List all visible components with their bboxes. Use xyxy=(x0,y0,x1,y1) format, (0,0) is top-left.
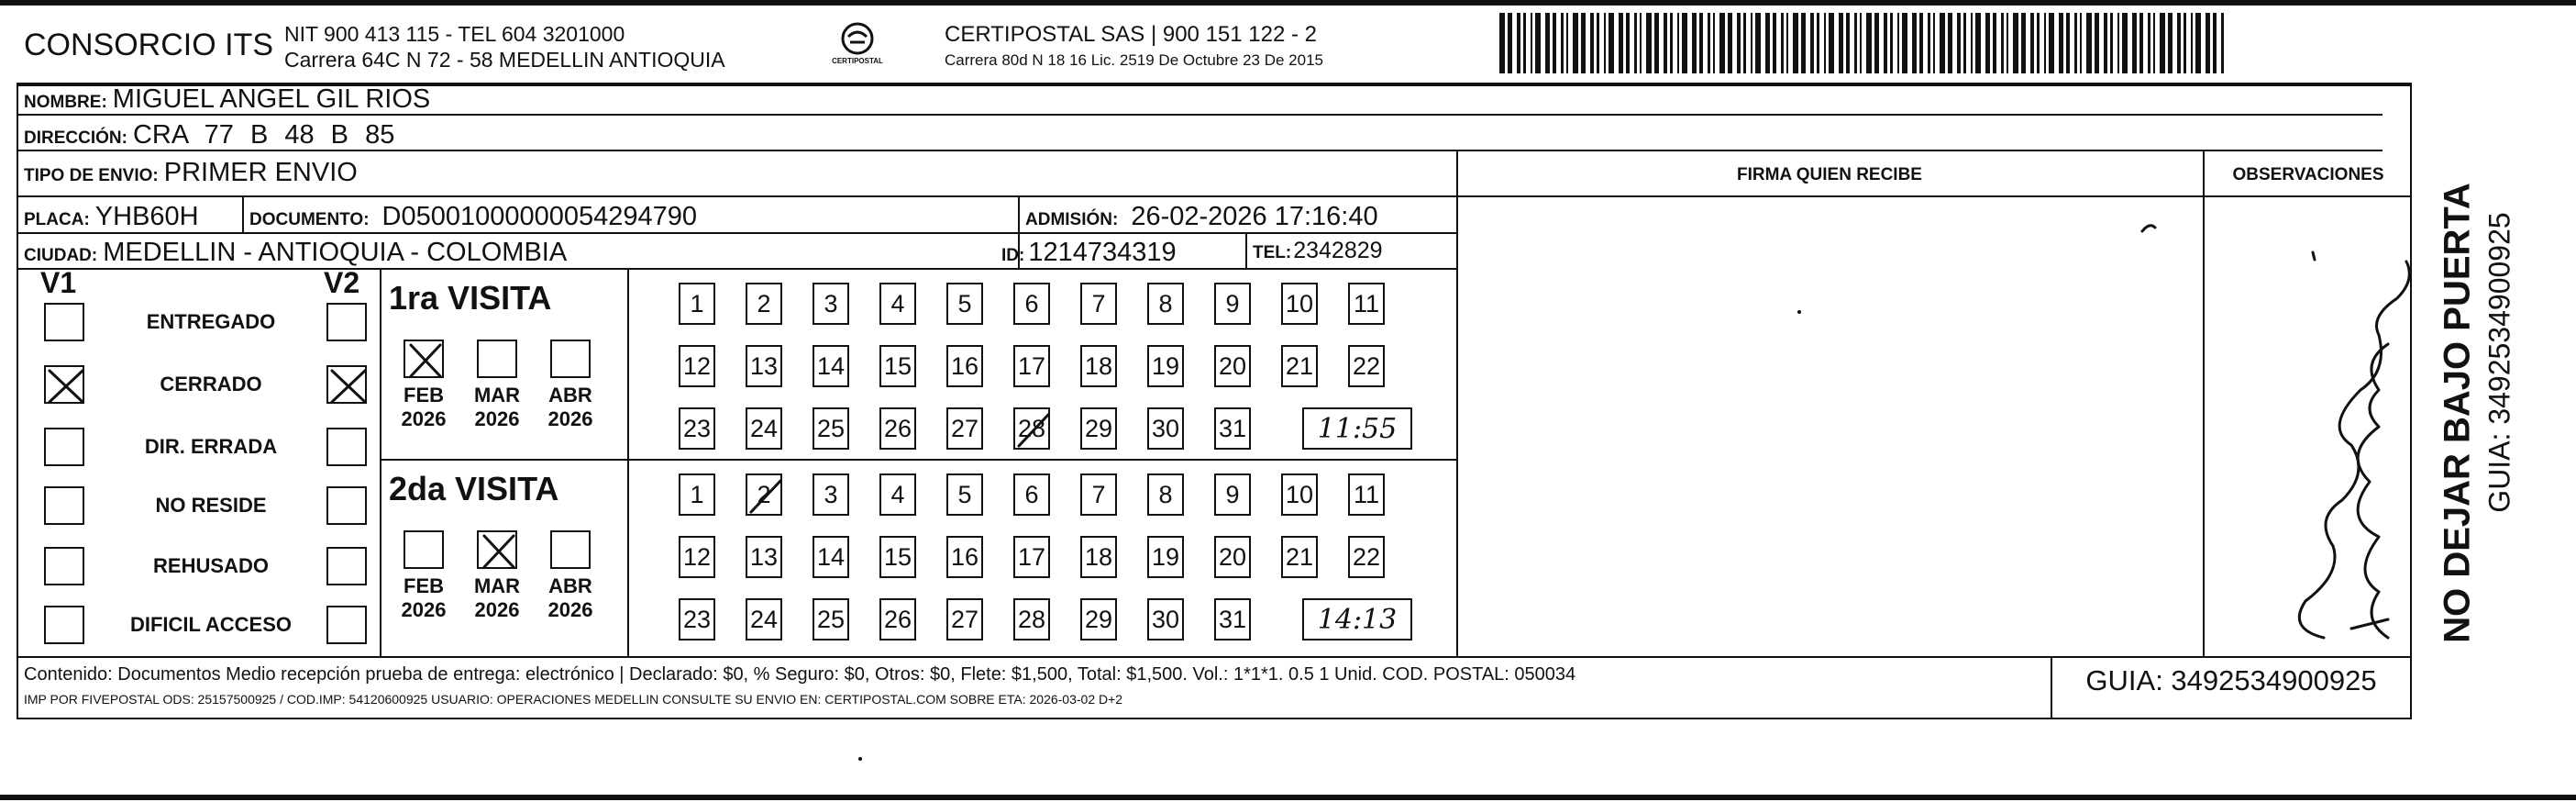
barcode-bar xyxy=(1737,13,1741,73)
day-box[interactable]: 15 xyxy=(879,345,916,387)
day-box[interactable]: 28 xyxy=(1013,598,1050,640)
day-box[interactable]: 6 xyxy=(1013,473,1050,516)
day-box[interactable]: 4 xyxy=(879,473,916,516)
barcode-bar xyxy=(1708,13,1710,73)
barcode-bar xyxy=(1561,13,1564,73)
barcode-bar xyxy=(1664,13,1667,73)
day-box[interactable]: 11 xyxy=(1348,473,1385,516)
ciudad-label: CIUDAD: xyxy=(24,246,98,265)
barcode-bar xyxy=(1846,13,1850,73)
mark-icon xyxy=(1015,409,1052,451)
barcode-bar xyxy=(1677,13,1679,73)
barcode-bar xyxy=(2044,13,2046,73)
day-box[interactable]: 1 xyxy=(679,283,715,325)
day-box[interactable]: 10 xyxy=(1281,473,1318,516)
barcode-bar xyxy=(2132,13,2137,73)
barcode-bar xyxy=(1897,13,1899,73)
status-option-label: ENTREGADO xyxy=(146,310,276,333)
barcode-bar xyxy=(2066,13,2070,73)
top-edge xyxy=(0,0,2576,6)
admision-value: 26-02-2026 17:16:40 xyxy=(1131,202,1378,231)
barcode-bar xyxy=(1993,13,1996,73)
barcode-bar xyxy=(1985,13,1990,73)
month-year: 2026 xyxy=(474,598,520,621)
status-option-label: NO RESIDE xyxy=(155,494,267,517)
day-box[interactable]: 4 xyxy=(879,283,916,325)
bottom-edge xyxy=(0,795,2576,800)
month-checkbox[interactable] xyxy=(550,340,591,378)
tipo-value: PRIMER ENVIO xyxy=(163,158,358,187)
barcode-bar xyxy=(1765,13,1770,73)
observaciones-label: OBSERVACIONES xyxy=(2232,165,2384,184)
tel-value: 2342829 xyxy=(1293,238,1383,263)
day-box[interactable]: 24 xyxy=(746,407,782,450)
month-year: 2026 xyxy=(401,598,447,621)
day-box[interactable]: 16 xyxy=(946,536,983,578)
handwritten-time: 11:55 xyxy=(1302,407,1412,450)
barcode-bar xyxy=(1590,13,1594,73)
barcode-bar xyxy=(1933,13,1935,73)
barcode-bar xyxy=(1971,13,1973,73)
barcode-bar xyxy=(1517,13,1520,73)
day-box[interactable]: 19 xyxy=(1147,345,1184,387)
day-box[interactable]: 2 xyxy=(746,283,782,325)
month-name: FEB xyxy=(404,384,444,407)
month-checkbox[interactable] xyxy=(404,340,444,378)
barcode-bar xyxy=(1619,13,1623,73)
status-checkbox-v2[interactable] xyxy=(326,606,367,644)
direccion-row xyxy=(24,120,394,150)
month-year: 2026 xyxy=(547,598,593,621)
row-divider xyxy=(17,195,2412,197)
month-checkbox[interactable] xyxy=(477,530,517,569)
barcode-bar xyxy=(2030,13,2034,73)
barcode-bar xyxy=(1545,13,1550,73)
day-box[interactable]: 27 xyxy=(946,598,983,640)
side-guia: GUIA: 3492534900925 xyxy=(2482,212,2516,513)
day-box[interactable]: 6 xyxy=(1013,283,1050,325)
company-name: CONSORCIO ITS xyxy=(24,28,274,62)
barcode-bar xyxy=(1912,13,1917,73)
day-box[interactable]: 9 xyxy=(1214,473,1251,516)
status-checkbox-v1[interactable] xyxy=(44,428,84,466)
direccion-value: CRA 77 B 48 B 85 xyxy=(132,120,395,150)
ciudad-value: MEDELLIN - ANTIOQUIA - COLOMBIA xyxy=(103,238,568,267)
day-box[interactable]: 9 xyxy=(1214,283,1251,325)
mark-icon xyxy=(747,475,784,518)
barcode-bar xyxy=(2001,13,2004,73)
day-box[interactable]: 19 xyxy=(1147,536,1184,578)
barcode-bar xyxy=(2148,13,2150,73)
month-name: MAR xyxy=(473,384,521,407)
month-label xyxy=(392,574,456,622)
month-checkbox[interactable] xyxy=(550,530,591,569)
day-box[interactable]: 21 xyxy=(1281,536,1318,578)
barcode-bar xyxy=(1535,13,1541,73)
barcode-bar xyxy=(1866,13,1872,73)
day-box[interactable]: 29 xyxy=(1080,598,1117,640)
day-box[interactable]: 29 xyxy=(1080,407,1117,450)
day-box[interactable]: 8 xyxy=(1147,283,1184,325)
documento-row xyxy=(249,202,697,232)
status-checkbox-v2[interactable] xyxy=(326,428,367,466)
barcode-bar xyxy=(2074,13,2077,73)
day-box[interactable]: 12 xyxy=(679,345,715,387)
ciudad-row xyxy=(24,238,567,268)
tel-label: TEL: xyxy=(1253,243,1292,262)
day-box[interactable]: 28 xyxy=(1013,407,1050,450)
month-label xyxy=(465,574,529,622)
day-box[interactable]: 21 xyxy=(1281,345,1318,387)
barcode-bar xyxy=(2080,13,2082,73)
barcode-bar xyxy=(1609,13,1614,73)
day-box[interactable]: 14 xyxy=(813,345,849,387)
month-checkbox[interactable] xyxy=(404,530,444,569)
status-checkbox-v1[interactable] xyxy=(44,547,84,585)
barcode-bar xyxy=(1817,13,1819,73)
carrier-name: CERTIPOSTAL SAS | 900 151 122 - 2 xyxy=(945,22,1317,47)
tel-row xyxy=(1253,238,1383,264)
barcode-bar xyxy=(1604,13,1606,73)
status-checkbox-v2[interactable] xyxy=(326,486,367,525)
day-box[interactable]: 13 xyxy=(746,345,782,387)
barcode-bar xyxy=(1793,13,1798,73)
admision-row xyxy=(1025,202,1378,232)
tipo-row xyxy=(24,158,358,188)
day-box[interactable]: 22 xyxy=(1348,345,1385,387)
barcode-bar xyxy=(1890,13,1893,73)
day-box[interactable]: 26 xyxy=(879,407,916,450)
barcode-bar xyxy=(1773,13,1776,73)
barcode-bar xyxy=(1566,13,1568,73)
day-box[interactable]: 27 xyxy=(946,407,983,450)
barcode-bar xyxy=(1860,13,1862,73)
day-box[interactable]: 30 xyxy=(1147,407,1184,450)
check-x-icon xyxy=(405,341,446,380)
handwritten-time: 14:13 xyxy=(1302,598,1412,640)
footer-imp: IMP POR FIVEPOSTAL ODS: 25157500925 / COD.IMP: 54120600925 USUARIO: OPERACIONES MEDELLIN CONSULTE SU ENVIO EN: CERTIPOSTAL.COM SOBRE ETA: 2026-03-02 D+2 xyxy=(24,692,1123,707)
barcode-bar xyxy=(2168,13,2172,73)
status-option-label: REHUSADO xyxy=(153,554,269,577)
month-label xyxy=(538,574,603,622)
col-divider xyxy=(1456,150,1458,656)
barcode-bar xyxy=(1854,13,1857,73)
logo-text: CERTIPOSTAL xyxy=(832,57,883,65)
status-option-label: DIR. ERRADA xyxy=(144,435,278,458)
day-box[interactable]: 30 xyxy=(1147,598,1184,640)
day-box[interactable]: 8 xyxy=(1147,473,1184,516)
month-name: FEB xyxy=(404,574,444,597)
day-box[interactable]: 22 xyxy=(1348,536,1385,578)
barcode-bar xyxy=(2037,13,2040,73)
barcode-bar xyxy=(2191,13,2193,73)
check-x-icon xyxy=(479,532,519,571)
barcode-bar xyxy=(2007,13,2008,73)
barcode-bar xyxy=(1786,13,1788,73)
day-box[interactable]: 5 xyxy=(946,283,983,325)
barcode-bar xyxy=(2095,13,2099,73)
day-box[interactable]: 5 xyxy=(946,473,983,516)
status-option-label: DIFICIL ACCESO xyxy=(129,613,292,636)
documento-label: DOCUMENTO: xyxy=(249,210,370,229)
barcode-bar xyxy=(1523,13,1526,73)
company-address: Carrera 64C N 72 - 58 MEDELLIN ANTIOQUIA xyxy=(284,48,725,72)
row-divider xyxy=(17,656,2412,658)
barcode-bar xyxy=(1728,13,1732,73)
day-box[interactable]: 24 xyxy=(746,598,782,640)
status-checkbox-v2[interactable] xyxy=(326,303,367,341)
day-box[interactable]: 7 xyxy=(1080,283,1117,325)
barcode-bar xyxy=(1682,13,1687,73)
month-label xyxy=(465,384,529,431)
visit-title: 2da VISITA xyxy=(389,470,559,507)
barcode-bar xyxy=(1902,13,1907,73)
barcode-bar xyxy=(1957,13,1961,73)
day-box[interactable]: 26 xyxy=(879,598,916,640)
barcode-bar xyxy=(1829,13,1834,73)
barcode-bar xyxy=(2195,13,2201,73)
barcode-bar xyxy=(1699,13,1703,73)
barcode-bar xyxy=(2221,13,2224,73)
status-checkbox-v1[interactable] xyxy=(44,303,84,341)
barcode-bar xyxy=(1531,13,1532,73)
barcode-bar xyxy=(2206,13,2210,73)
day-box[interactable]: 2 xyxy=(746,473,782,516)
status-checkbox-v1[interactable] xyxy=(44,606,84,644)
barcode-bar xyxy=(1692,13,1697,73)
barcode-bar xyxy=(1948,13,1952,73)
barcode-bar xyxy=(1573,13,1578,73)
barcode-bar xyxy=(2139,13,2143,73)
day-box[interactable]: 14 xyxy=(813,536,849,578)
barcode-bar xyxy=(2013,13,2018,73)
id-label: ID: xyxy=(1001,246,1025,265)
barcode-bar xyxy=(1781,13,1784,73)
company-nit: NIT 900 413 115 - TEL 604 3201000 xyxy=(284,22,625,46)
barcode-bar xyxy=(2160,13,2165,73)
barcode-bar xyxy=(2104,13,2107,73)
month-name: MAR xyxy=(473,574,521,597)
handwritten-observation xyxy=(2205,197,2412,654)
carrier-address: Carrera 80d N 18 16 Lic. 2519 De Octubre 23 De 2015 xyxy=(945,51,1323,69)
day-box[interactable]: 3 xyxy=(813,283,849,325)
dot-mark xyxy=(1797,310,1801,314)
barcode-bar xyxy=(2021,13,2026,73)
month-name: ABR xyxy=(548,574,592,597)
day-box[interactable]: 7 xyxy=(1080,473,1117,516)
row-divider xyxy=(17,268,1456,270)
barcode-bar xyxy=(1634,13,1637,73)
month-checkbox[interactable] xyxy=(477,340,517,378)
barcode-bar xyxy=(2110,13,2113,73)
certipostal-logo xyxy=(830,20,885,75)
check-x-icon xyxy=(46,367,86,406)
day-box[interactable]: 23 xyxy=(679,598,715,640)
id-value: 1214734319 xyxy=(1028,238,1177,267)
barcode-bar xyxy=(1810,13,1814,73)
direccion-label: DIRECCIÓN: xyxy=(24,128,127,148)
documento-value: D05001000000054294790 xyxy=(381,202,698,231)
day-box[interactable]: 18 xyxy=(1080,345,1117,387)
barcode-bar xyxy=(2122,13,2128,73)
day-box[interactable]: 10 xyxy=(1281,283,1318,325)
barcode-bar xyxy=(2049,13,2054,73)
barcode-bar xyxy=(1801,13,1806,73)
id-row xyxy=(1001,238,1177,268)
barcode-bar xyxy=(1670,13,1673,73)
day-box[interactable]: 25 xyxy=(813,598,849,640)
nombre-value: MIGUEL ANGEL GIL RIOS xyxy=(112,84,431,114)
barcode-bar xyxy=(1713,13,1715,73)
day-box[interactable]: 23 xyxy=(679,407,715,450)
v2-label: V2 xyxy=(324,266,360,299)
status-checkbox-v1[interactable] xyxy=(44,486,84,525)
barcode-bar xyxy=(1928,13,1930,73)
barcode-bar xyxy=(1499,13,1505,73)
status-checkbox-v2[interactable] xyxy=(326,547,367,585)
barcode-bar xyxy=(2184,13,2186,73)
barcode-bar xyxy=(1719,13,1725,73)
barcode-bar xyxy=(2213,13,2217,73)
day-box[interactable]: 31 xyxy=(1214,407,1251,450)
barcode-bar xyxy=(1640,13,1642,73)
status-checkbox-v2[interactable] xyxy=(326,365,367,404)
day-box[interactable]: 13 xyxy=(746,536,782,578)
day-box[interactable]: 20 xyxy=(1214,536,1251,578)
month-name: ABR xyxy=(548,384,592,407)
day-box[interactable]: 12 xyxy=(679,536,715,578)
barcode-bar xyxy=(1597,13,1599,73)
barcode-bar xyxy=(1874,13,1879,73)
month-label xyxy=(392,384,456,431)
placa-row xyxy=(24,202,199,232)
barcode-bar xyxy=(1581,13,1586,73)
status-checkbox-v1[interactable] xyxy=(44,365,84,404)
day-box[interactable]: 18 xyxy=(1080,536,1117,578)
barcode-bar xyxy=(1654,13,1659,73)
footer-contenido: Contenido: Documentos Medio recepción prueba de entrega: electrónico | Declarado: $0, % Seguro: $0, Otros: $0, Flete: $1,500, Total: $1,500. Vol.: 1*1*1. 0.5 1 Unid. COD. POSTAL: 050034 xyxy=(24,664,1576,685)
nombre-row xyxy=(24,84,430,115)
barcode-bar xyxy=(2153,13,2155,73)
v1-label: V1 xyxy=(40,266,77,299)
barcode-bar xyxy=(1743,13,1746,73)
day-box[interactable]: 17 xyxy=(1013,536,1050,578)
side-warning: NO DEJAR BAJO PUERTA xyxy=(2437,183,2478,643)
row-divider xyxy=(17,232,1456,234)
day-box[interactable]: 3 xyxy=(813,473,849,516)
placa-label: PLACA: xyxy=(24,210,90,229)
barcode xyxy=(1499,13,2233,73)
month-label xyxy=(538,384,603,431)
barcode-bar xyxy=(1940,13,1945,73)
firma-label: FIRMA QUIEN RECIBE xyxy=(1737,165,1922,184)
placa-value: YHB60H xyxy=(94,202,199,231)
nombre-label: NOMBRE: xyxy=(24,93,107,112)
barcode-bar xyxy=(1553,13,1556,73)
scan-dot xyxy=(858,757,862,761)
day-box[interactable]: 25 xyxy=(813,407,849,450)
signature-mark xyxy=(2137,218,2164,246)
barcode-bar xyxy=(2086,13,2092,73)
visit-title: 1ra VISITA xyxy=(389,279,552,317)
month-year: 2026 xyxy=(474,407,520,430)
day-box[interactable]: 20 xyxy=(1214,345,1251,387)
barcode-bar xyxy=(1824,13,1826,73)
day-box[interactable]: 31 xyxy=(1214,598,1251,640)
barcode-bar xyxy=(1975,13,1981,73)
month-year: 2026 xyxy=(401,407,447,430)
day-box[interactable]: 16 xyxy=(946,345,983,387)
admision-label: ADMISIÓN: xyxy=(1025,210,1119,229)
barcode-bar xyxy=(1755,13,1761,73)
barcode-bar xyxy=(2177,13,2181,73)
month-year: 2026 xyxy=(547,407,593,430)
check-x-icon xyxy=(328,367,369,406)
barcode-bar xyxy=(1646,13,1652,73)
barcode-bar xyxy=(1751,13,1752,73)
barcode-bar xyxy=(1626,13,1630,73)
barcode-bar xyxy=(2117,13,2119,73)
barcode-bar xyxy=(2059,13,2063,73)
day-box[interactable]: 1 xyxy=(679,473,715,516)
day-box[interactable]: 17 xyxy=(1013,345,1050,387)
tipo-label: TIPO DE ENVIO: xyxy=(24,166,159,185)
barcode-bar xyxy=(1884,13,1887,73)
status-option-label: CERRADO xyxy=(160,373,262,395)
footer-guia: GUIA: 3492534900925 xyxy=(2085,664,2377,696)
day-box[interactable]: 15 xyxy=(879,536,916,578)
day-box[interactable]: 11 xyxy=(1348,283,1385,325)
barcode-bar xyxy=(1919,13,1923,73)
barcode-bar xyxy=(1963,13,1966,73)
barcode-bar xyxy=(1839,13,1843,73)
barcode-bar xyxy=(1508,13,1512,73)
